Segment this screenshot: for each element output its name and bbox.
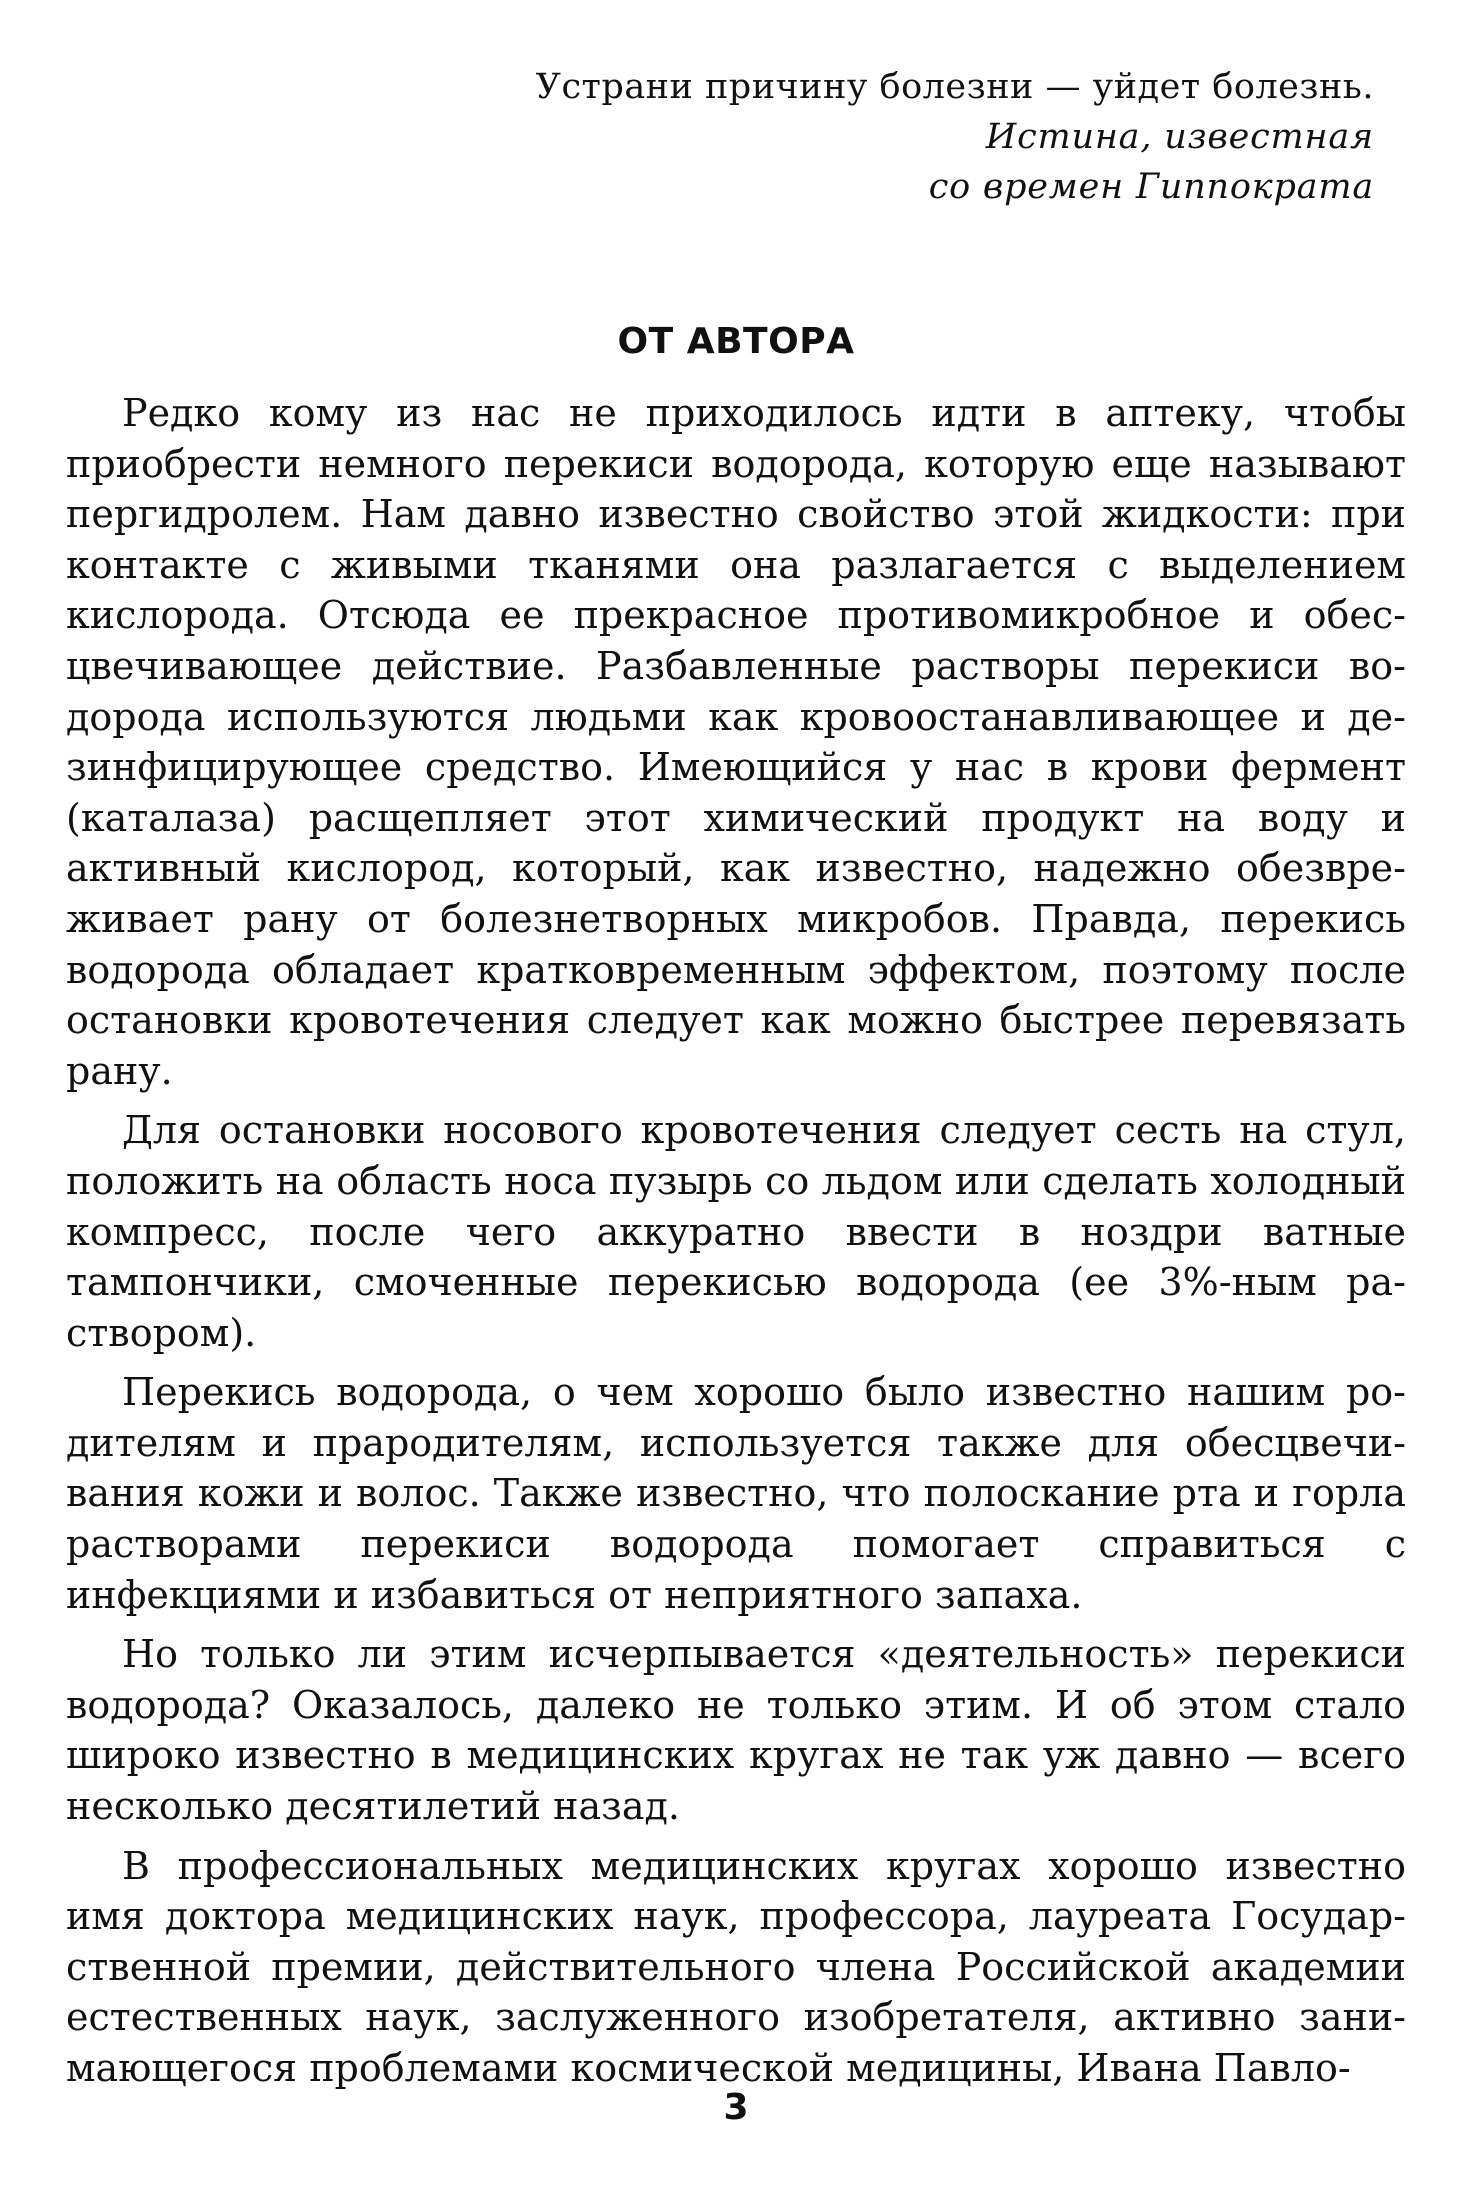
epigraph-quote: Устрани причину болезни — уйдет болезнь.	[535, 67, 1374, 107]
paragraph-4: Но только ли этим исчерпывается «деятельность» перекиси водорода? Оказалось, далеко не только этим. И об этом стало широко известно в медицинских кругах не так уж давно — всего несколько десятилетий назад.	[66, 1632, 1406, 1829]
epigraph	[474, 62, 1374, 212]
body-text	[66, 388, 1406, 2103]
paragraph-1: Редко кому из нас не приходилось идти в аптеку, чтобы приобрести немного перекиси водорода, которую еще называют пергидролем. Нам давно известно свойство этой жидкости: при контакте с живыми тканями она разлагается с выделением кислорода. Отсюда ее прекрасное противомикробное и обесцвечивающее действие. Разбавленные растворы перекиси водорода используются людьми как кровоостанавливающее и дезинфицирующее средство. Имеющийся у нас в крови фермент (каталаза) расщепляет этот химический продукт на воду и активный кислород, который, как известно, надежно обезвреживает рану от болезнетворных микробов. Правда, перекись водорода обладает кратковременным эффектом, поэтому после остановки кровотечения следует как можно быстрее перевязать рану.	[66, 391, 1406, 1093]
section-heading: ОТ АВТОРА	[617, 321, 855, 362]
page-number: 3	[723, 2087, 749, 2128]
epigraph-source-line-1: Истина, известная	[985, 117, 1374, 157]
epigraph-source-line-2: со времен Гиппократа	[928, 167, 1374, 207]
paragraph-5: В профессиональных медицинских кругах хорошо известно имя доктора медицинских наук, профессора, лауреата Государственной премии, действительного члена Российской академии естественных наук, заслуженного изобретателя, активно занимающегося проблемами космической медицины, Ивана Павло-	[66, 1843, 1406, 2090]
paragraph-2: Для остановки носового кровотечения следует сесть на стул, положить на область носа пузырь со льдом или сделать холодный компресс, после чего аккуратно ввести в ноздри ватные тампончики, смоченные перекисью водорода (ее 3%-ным раствором).	[66, 1108, 1406, 1355]
paragraph-3: Перекись водорода, о чем хорошо было известно нашим родителям и прародителям, используется также для обесцвечивания кожи и волос. Также известно, что полоскание рта и горла растворами перекиси водорода помогает справиться с инфекциями и избавиться от неприятного запаха.	[66, 1370, 1406, 1617]
